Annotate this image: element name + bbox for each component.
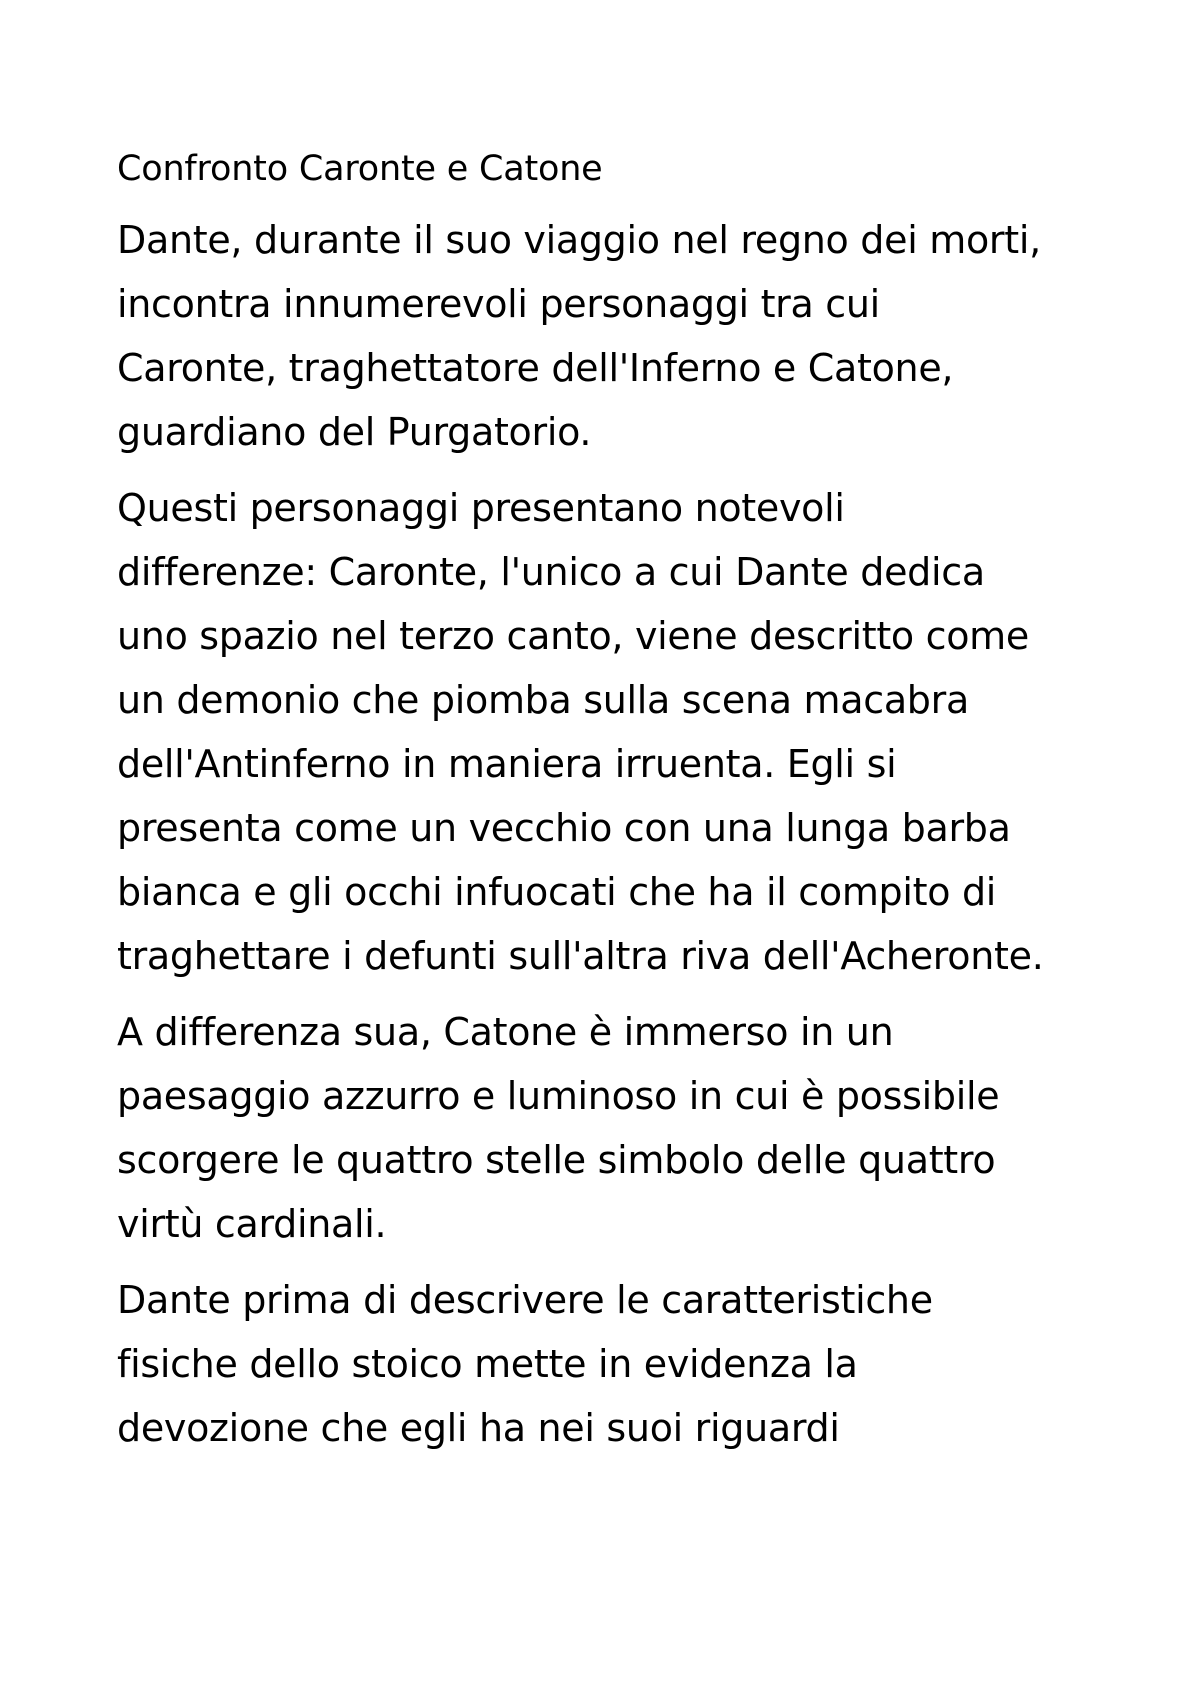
text-line: traghettare i defunti sull'altra riva dell'Acheronte. [117, 934, 1044, 978]
text-line: presenta come un vecchio con una lunga barba [117, 806, 1011, 850]
text-line: Questi personaggi presentano notevoli [117, 486, 845, 530]
document-body [117, 148, 1117, 1472]
text-line: Dante, durante il suo viaggio nel regno dei morti, [117, 218, 1041, 262]
text-line: Dante prima di descrivere le caratteristiche [117, 1278, 933, 1322]
text-line: devozione che egli ha nei suoi riguardi [117, 1406, 840, 1450]
paragraph-2 [117, 476, 1117, 988]
paragraph-1 [117, 208, 1117, 464]
text-line: Caronte, traghettatore dell'Inferno e Catone, [117, 346, 954, 390]
text-line: paesaggio azzurro e luminoso in cui è possibile [117, 1074, 1000, 1118]
text-line: differenze: Caronte, l'unico a cui Dante dedica [117, 550, 985, 594]
paragraph-3 [117, 1000, 1117, 1256]
text-line: incontra innumerevoli personaggi tra cui [117, 282, 880, 326]
text-line: guardiano del Purgatorio. [117, 410, 592, 454]
text-line: virtù cardinali. [117, 1202, 387, 1246]
text-line: scorgere le quattro stelle simbolo delle quattro [117, 1138, 996, 1182]
document-title: Confronto Caronte e Catone [117, 149, 603, 189]
text-line: A differenza sua, Catone è immerso in un [117, 1010, 894, 1054]
text-line: fisiche dello stoico mette in evidenza la [117, 1342, 858, 1386]
text-line: uno spazio nel terzo canto, viene descritto come [117, 614, 1029, 658]
paragraph-4 [117, 1268, 1117, 1460]
text-line: bianca e gli occhi infuocati che ha il compito di [117, 870, 997, 914]
text-line: dell'Antinferno in maniera irruenta. Egli si [117, 742, 897, 786]
text-line: un demonio che piomba sulla scena macabra [117, 678, 969, 722]
